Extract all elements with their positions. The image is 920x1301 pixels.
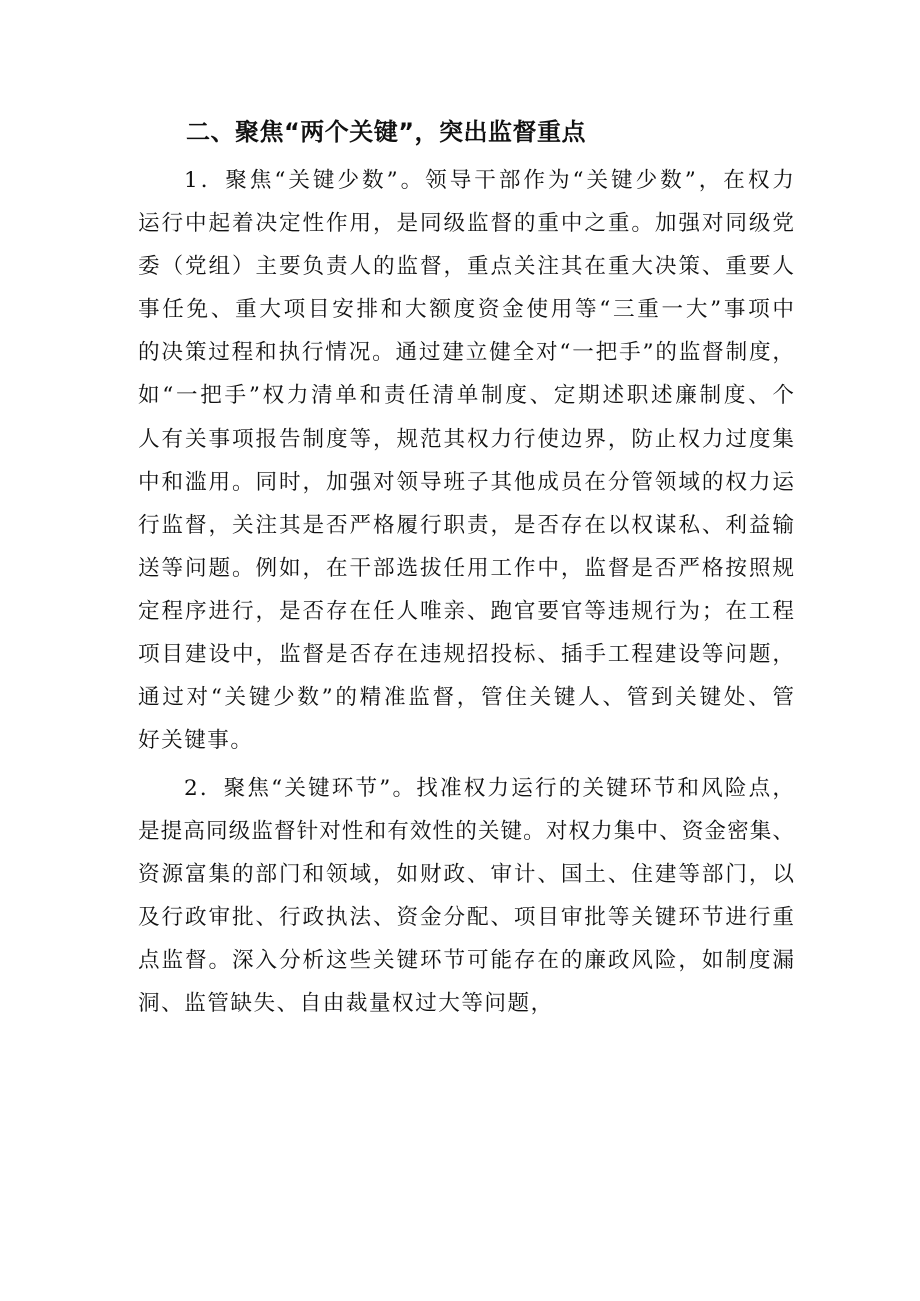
paragraph-line: 运行中起着决定性作用，是同级监督的重中之重。加强对同级党 [138,211,794,237]
paragraph-line: 如“一把手”权力清单和责任清单制度、定期述职述廉制度、个 [138,383,794,409]
section-heading: 二、聚焦“两个关键”，突出监督重点 [186,118,587,146]
paragraph-line: 是提高同级监督针对性和有效性的关键。对权力集中、资金密集、 [138,819,794,845]
paragraph-line: 中和滥用。同时，加强对领导班子其他成员在分管领域的权力运 [138,469,794,495]
paragraph-line: 人有关事项报告制度等，规范其权力行使边界，防止权力过度集 [138,426,794,452]
paragraph-line: 委（党组）主要负责人的监督，重点关注其在重大决策、重要人 [138,254,794,280]
paragraph-line: 定程序进行，是否存在任人唯亲、跑官要官等违规行为；在工程 [138,598,794,624]
paragraph-line: 行监督，关注其是否严格履行职责，是否存在以权谋私、利益输 [138,512,794,538]
paragraph-line: 通过对“关键少数”的精准监督，管住关键人、管到关键处、管 [138,685,794,711]
paragraph-line: 2．聚焦“关键环节”。找准权力运行的关键环节和风险点， [184,776,794,801]
paragraph-line: 及行政审批、行政执法、资金分配、项目审批等关键环节进行重 [138,905,794,931]
paragraph-line: 事任免、重大项目安排和大额度资金使用等“三重一大”事项中 [138,297,794,323]
paragraph-line: 资源富集的部门和领域，如财政、审计、国土、住建等部门，以 [138,862,794,888]
paragraph-line: 项目建设中，监督是否存在违规招投标、插手工程建设等问题， [138,642,794,668]
paragraph-line: 洞、监管缺失、自由裁量权过大等问题， [138,991,554,1017]
paragraph-line: 好关键事。 [138,728,254,754]
paragraph-line: 送等问题。例如，在干部选拔任用工作中，监督是否严格按照规 [138,555,794,581]
paragraph-key-links [138,767,794,1026]
paragraph-line: 点监督。深入分析这些关键环节可能存在的廉政风险，如制度漏 [138,948,794,974]
paragraph-line: 的决策过程和执行情况。通过建立健全对“一把手”的监督制度， [138,340,794,366]
paragraph-line: 1．聚焦“关键少数”。领导干部作为“关键少数”，在权力 [184,168,794,193]
paragraph-key-minority [138,159,794,762]
